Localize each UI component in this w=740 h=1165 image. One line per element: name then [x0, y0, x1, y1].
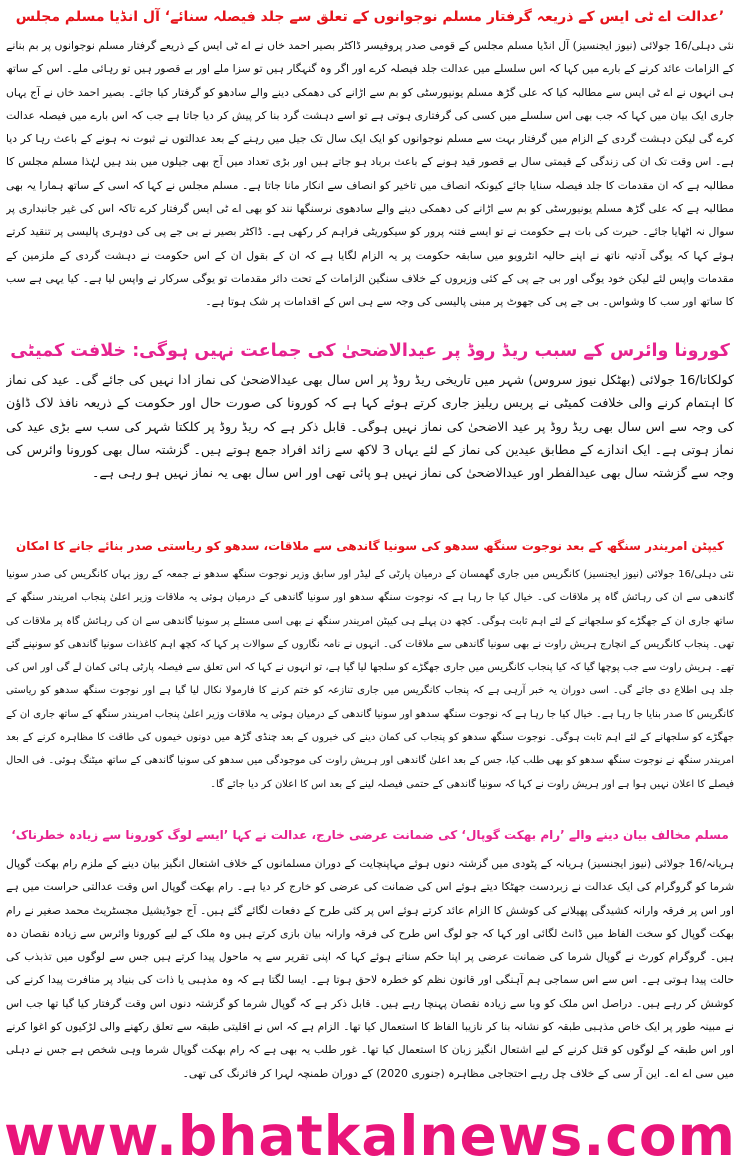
site-watermark: www.bhatkalnews.com [4, 1108, 736, 1165]
article-ram-bhakt-gopal [6, 818, 734, 1104]
article-sidhu-sonia-meeting [6, 529, 734, 815]
article-headline: کیپٹن امریندر سنگھ کے بعد نوجوت سنگھ سدھو کی سونیا گاندھی سے ملاقات، سدھو کو ریاستی صدر بنائے جانے کا امکان [15, 539, 725, 553]
article-headline: ’عدالت اے ٹی ایس کے ذریعہ گرفتار مسلم نوجوانوں کے تعلق سے جلد فیصلہ سنائے‘ آل انڈیا مسلم مجلس [15, 9, 725, 25]
article-muslim-majlis [6, 0, 734, 330]
article-body: نئی دہلی/16 جولائی (نیوز ایجنسیز) کانگریس میں جاری گھمسان کے درمیان پارٹی کے لیڈر اور سابق وزیر نوجوت سنگھ سدھو نے جمعہ کے روز یہاں کانگریس کی صدر سونیا گاندھی سے ان کی رہائش گاہ پر ملاقات کی۔ خیال کیا جا رہا ہے کہ نوجوت سنگھ سدھو اور سونیا گاندھی کے درمیان ہوئی یہ ملاقات وزیر اعلیٰ پنجاب امریندر سنگھ کے ساتھ جاری ان کے جھگڑے کو سلجھانے کے لئے اہم ثابت ہوگی۔ کچھ دن پہلے ہی کیپٹن امریندر سنگھ نے بھی اسی مسئلے پر سونیا گاندھی سے ان کی رہائش گاہ پر ملاقات کی تھی۔ پنجاب کانگریس کے انچارج ہریش راوت نے بھی سونیا گاندھی سے ملاقات کی۔ انہوں نے نامہ نگاروں کے سوالات پر کہا کہ کچھ اہم کاغذات سونیا گاندھی کو سونپنے گئے تھے۔ ہریش راوت سے جب پوچھا گیا کہ کیا پنجاب کانگریس میں جاری جھگڑے کو سلجھا لیا گیا ہے، تو انہوں نے کہا کہ اس تعلق سے فیصلہ پارٹی ہائی کمان لے گی اور اس کی جلد ہی اطلاع دی جائے گی۔ اسی دوران یہ خبر آرہی ہے کہ پنجاب کانگریس میں جاری تنازعہ کو ختم کرنے کا فارمولا نکال لیا گیا ہے اور نوجوت سنگھ سدھو کو ریاستی کانگریس کا صدر بنایا جا رہا ہے۔ خیال کیا جا رہا ہے کہ نوجوت سنگھ سدھو اور سونیا گاندھی کے درمیان ہوئی یہ ملاقات وزیر اعلیٰ پنجاب امریندر سنگھ کے ساتھ جاری ان کے جھگڑے کو سلجھانے کے لئے اہم ثابت ہوگی۔ نوجوت سنگھ سدھو کو پنجاب کی کمان دینے کی خبروں کے بعد چنڈی گڑھ میں دونوں خیموں کی طاقت کا مظاہرہ کرنے کے بعد امریندر سنگھ نے نوجوت سنگھ سدھو کو بھی طلب کیا، جس کے بعد اعلیٰ گاندھی اور ہریش راوت کی موجودگی میں سدھو کی سونیا گاندھی کے ساتھ میٹنگ ہوئی۔ فی الحال فیصلے کا اعلان نہیں ہوا ہے اور ہریش راوت نے کہا کہ سونیا گاندھی کے حتمی فیصلہ لینے کے بعد اس کا اعلان کر دیا جائے گا۔ [6, 569, 734, 790]
article-body: کولکاتا/16 جولائی (بھٹکل نیوز سروس) شہر میں تاریخی ریڈ روڈ پر اس سال بھی عیدالاضحیٰ کی نماز ادا نہیں کی جائے گی۔ عید کی نماز کا اہتمام کرنے والی خلافت کمیٹی نے پریس ریلیز جاری کرتے ہوئے کہا ہے کہ کورونا کی صورت حال اور حکومت کے ذریعہ نافذ لاک ڈاؤن کی وجہ سے اس سال بھی ریڈ روڈ پر عید الاضحیٰ کی نماز نہیں ہوگی۔ قابل ذکر ہے کہ ریڈ روڈ پر کلکتا شہر کی سب سے بڑی عید کی نماز ہوتی ہے۔ ایک اندازے کے مطابق عیدین کی نماز کے لئے یہاں 3 لاکھ سے زائد افراد جمع ہوتے ہیں۔ گزشتہ سال بھی کورونا وائرس کی وجہ سے گزشتہ سال بھی عیدالفطر اور عیدالاضحیٰ کی نماز نہیں ہو پائی تھی اور اس سال بھی یہ نماز نہیں ہو رہی ہے۔ [6, 372, 734, 481]
article-headline: کورونا وائرس کے سبب ریڈ روڈ پر عیدالاضحیٰ کی جماعت نہیں ہوگی: خلافت کمیٹی [10, 341, 730, 361]
article-red-road-eid [6, 334, 734, 486]
article-headline: مسلم مخالف بیان دینے والے ’رام بھکت گوپال‘ کی ضمانت عرضی خارج، عدالت نے کہا ’ایسے لوگ کورونا سے زیادہ خطرناک‘ [11, 828, 729, 842]
article-body: نئی دہلی/16 جولائی (نیوز ایجنسیز) آل انڈیا مسلم مجلس کے قومی صدر پروفیسر ڈاکٹر بصیر احمد خاں نے اے ٹی ایس کے ذریعے گرفتار مسلم نوجوانوں پر بم بنانے کے الزامات عائد کرنے کے بارے میں کہا کہ اس سلسلے میں عدالت جلد فیصلہ کرے اور اگر وہ گنہگار ہیں تو سزا ملے اور بے قصور ہیں تو رہائی ملے۔ اس کے ساتھ ہی انہوں نے اے ٹی ایس سے مطالبہ کیا کہ علی گڑھ مسلم یونیورسٹی کو بم سے اڑانے کی دھمکی دینے والے سادھو کو گرفتار کیا جائے۔ بصیر احمد خاں نے آج یہاں جاری ایک بیان میں کہا کہ جب بھی اس سلسلے میں کسی کی گرفتاری ہوتی ہے تو اسے دہشت گرد بنا کر پیش کر دیا جاتا ہے جب کہ اس بارے میں فیصلہ عدالت کرے گی لیکن دہشت گردی کے الزام میں گرفتار بہت سے مسلم نوجوانوں کو ایک ایک سال تک جیل میں رہنے کے بعد عدالتوں نے ثبوت نہ ہونے کے باعث رہا کر دیا ہے۔ اس وقت تک ان کی زندگی کے قیمتی سال بے قصور قید ہونے کے باعث برباد ہو جاتے ہیں اور بڑی تعداد میں آج بھی جیلوں میں بند ہیں لہٰذا مسلم مجلس کا مطالبہ ہے کہ ان مقدمات کا جلد فیصلہ سنایا جائے کیونکہ انصاف میں تاخیر کو انصاف سے انکار مانا جاتا ہے۔ مسلم مجلس نے کہا کہ اسی کے ساتھ ہمارا یہ بھی مطالبہ ہے کہ علی گڑھ مسلم یونیورسٹی کو بم سے اڑانے کی دھمکی دینے والے سادھوی نرسنگھا نند کو بھی اے ٹی ایس گرفتار کرے تاکہ اس کی غیر جانبداری پر سوال نہ اٹھایا جائے۔ حیرت کی بات ہے حکومت نے تو ایسے فتنہ پرور کو سیکوریٹی فراہم کر رکھی ہے۔ ڈاکٹر بصیر نے بی جے پی کی دوہری پالیسی پر تنقید کرتے ہوئے کہا کہ یوگی آدتیہ ناتھ نے اپنے حالیہ انٹرویو میں سابقہ حکومت پر یہ الزام لگایا ہے کہ ان کے بقول ان کے اس حکومت نے دہشت گردی کے ملزمین کے مقدمات واپس لئے لیکن خود یوگی اور بی جے پی کے کئی وزیروں کے خلاف سنگین الزامات کے تحت دائر مقدمات تو یوگی سرکار نے واپس لیا ہے۔ کیا یہی ہے سب کا ساتھ اور سب کا وشواس۔ بی جے پی کی جھوٹ پر مبنی پالیسی کی وجہ سے ہی اس کے اقدامات پر شک ہوتا ہے۔ [6, 39, 734, 309]
article-body: ہریانہ/16 جولائی (نیوز ایجنسیز) ہریانہ کے پٹودی میں گزشتہ دنوں ہوئے مہاپنچایت کے دوران مسلمانوں کے خلاف اشتعال انگیز بیان دینے کے ملزم رام بھکت گوپال شرما کو گروگرام کی ایک عدالت نے زبردست جھٹکا دیتے ہوئے اس کی ضمانت کی عرضی کو خارج کر دیا ہے۔ رام بھکت گوپال اس وقت عدالتی حراست میں ہے اور اس پر فرقہ وارانہ کشیدگی پھیلانے کی کوشش کا الزام عائد کرتے ہوئے اس پر کئی طرح کے دفعات لگائے گئے ہیں۔ آج جوڈیشیل مجسٹریٹ محمد صغیر نے رام بھکت گوپال کو سخت الفاظ میں ڈانٹ لگائی اور کہا کہ جو لوگ اس طرح کی فرقہ وارانہ بیان بازی کرتے ہیں وہ ملک کے لیے کورونا وائرس سے زیادہ نقصان دہ ہیں۔ گروگرام کورٹ نے گوپال شرما کی ضمانت عرضی پر اپنا حکم سناتے ہوئے کہا کہ اپنی تقریر سے یہ ماحول پیدا کرتے ہیں جس سے لوگوں میں تذبذب کی حالت پیدا ہوتی ہے۔ اس سے اس سماجی ہم آہنگی اور قانون نظم کو خطرہ لاحق ہوتا ہے۔ ایسا لگتا ہے کہ وہ مذہبی یا ذات کی بنیاد پر منافرت پیدا کرنے کی کوشش کر رہے ہیں۔ دراصل اس ملک کو وبا سے زیادہ نقصان پہنچا رہے ہیں۔ قابل ذکر ہے کہ گوپال شرما کو گزشتہ دنوں اس وقت گرفتار کیا گیا تھا جب اس نے مبینہ طور پر ایک خاص مذہبی طبقہ کو نشانہ بنا کر نازیبا الفاظ کا استعمال کیا تھا۔ الزام ہے کہ اس نے اقلیتی طبقہ سے تعلق رکھنے والی لڑکیوں کو اغوا کرنے اور اس طبقہ کے لوگوں کو قتل کرنے کے لیے اشتعال انگیز زبان کا استعمال کیا تھا۔ غور طلب یہ بھی ہے کہ رام بھکت گوپال شرما وہی شخص ہے جس نے دہلی میں سی اے اے۔ این آر سی کے خلاف چل رہے احتجاجی مظاہرہ (جنوری 2020) کے دوران طمنچہ لہرا کر فائرنگ کی تھی۔ [6, 857, 734, 1080]
